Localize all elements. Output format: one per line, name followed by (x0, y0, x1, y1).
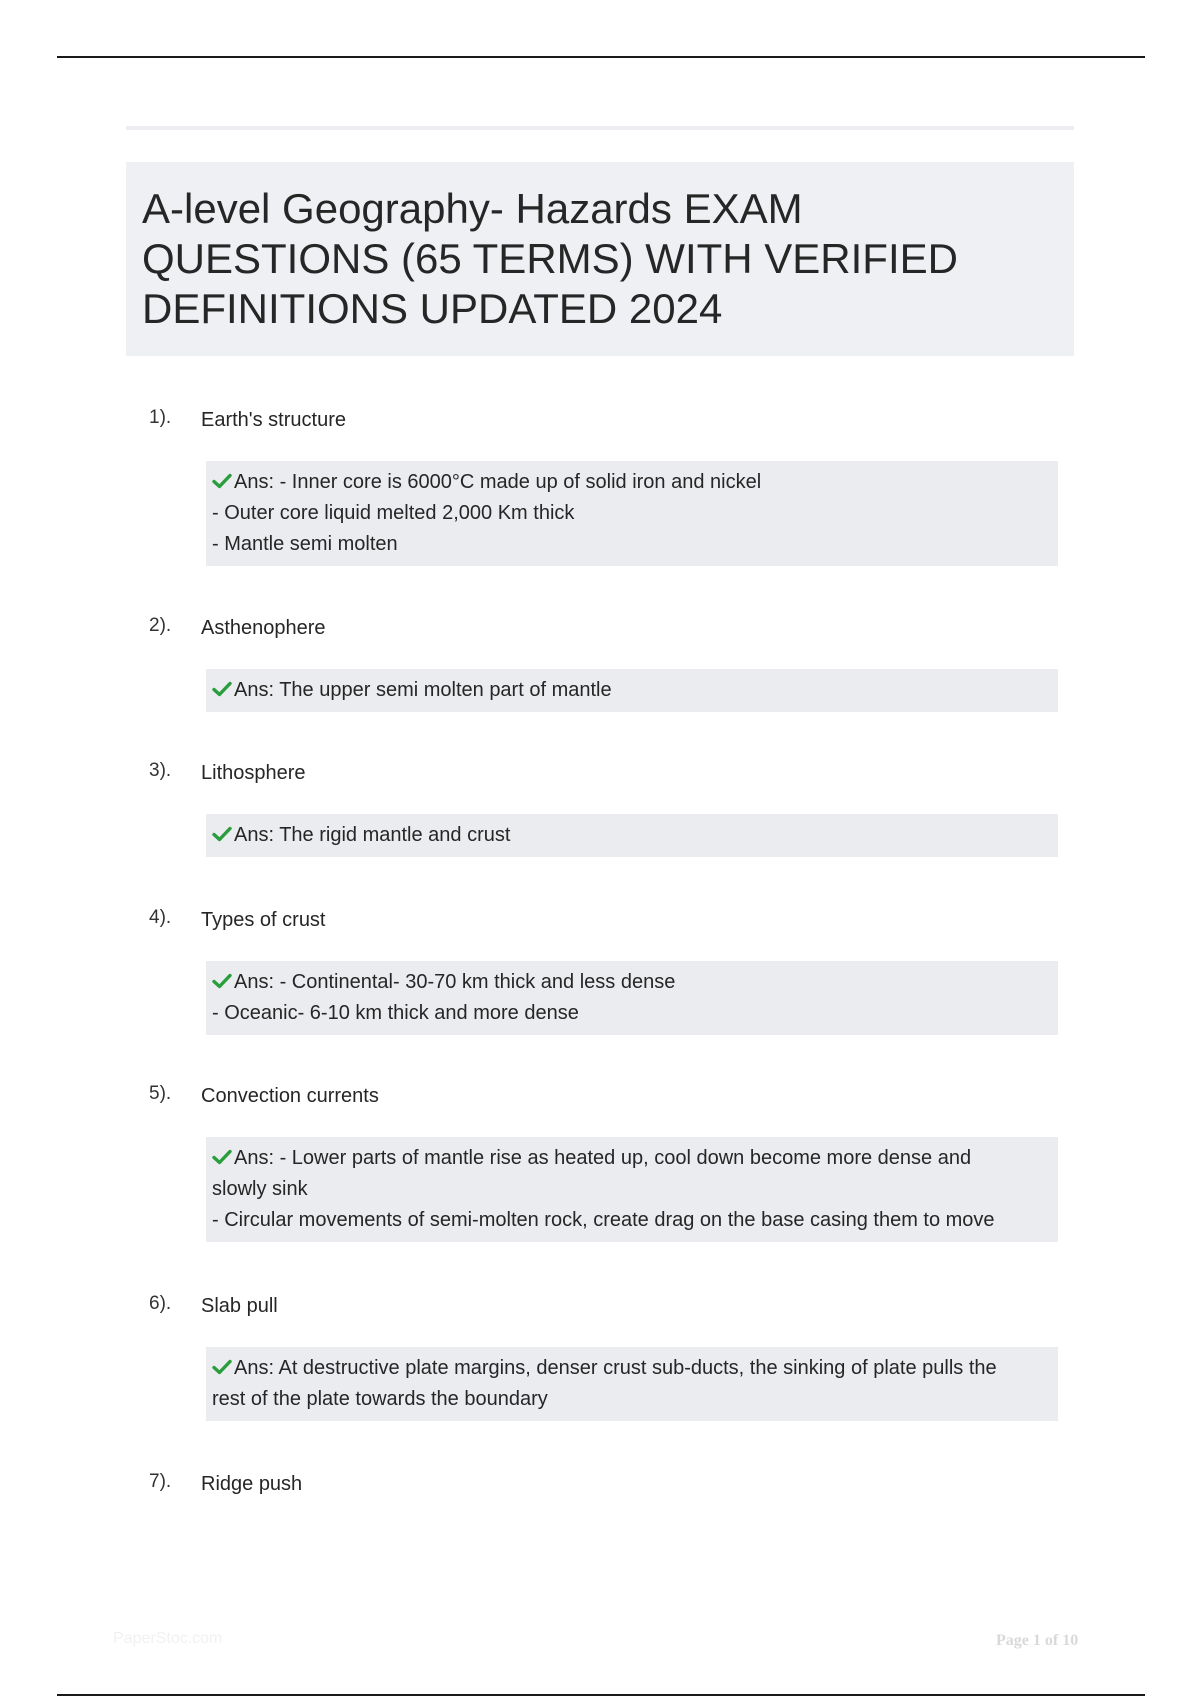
check-icon (212, 1149, 232, 1165)
header-divider (126, 126, 1074, 130)
answer-line: Ans: The rigid mantle and crust (234, 824, 511, 846)
question-number: 2). (149, 615, 172, 636)
answer-box (206, 1137, 1058, 1242)
question-term: Convection currents (201, 1085, 379, 1107)
question-term: Earth's structure (201, 409, 346, 431)
question-term: Slab pull (201, 1295, 278, 1317)
check-icon (212, 473, 232, 489)
question-number: 5). (149, 1083, 172, 1104)
question-term: Types of crust (201, 909, 326, 931)
top-rule (57, 56, 1145, 58)
check-icon (212, 681, 232, 697)
answer-line: Ans: At destructive plate margins, denser crust sub-ducts, the sinking of plate pulls the (234, 1357, 997, 1379)
check-icon (212, 973, 232, 989)
answer-line: rest of the plate towards the boundary (212, 1388, 548, 1410)
answer-line: - Oceanic- 6-10 km thick and more dense (212, 1002, 579, 1024)
answer-box (206, 961, 1058, 1035)
answer-line: - Circular movements of semi-molten rock, create drag on the base casing them to move (212, 1209, 995, 1231)
answer-line: - Mantle semi molten (212, 533, 398, 555)
answer-line: Ans: The upper semi molten part of mantle (234, 679, 612, 701)
title-box (126, 162, 1074, 356)
page-title: A-level Geography- Hazards EXAM QUESTIONS (65 TERMS) WITH VERIFIED DEFINITIONS UPDATED 2024 (142, 185, 958, 332)
question-number: 4). (149, 907, 172, 928)
question-term: Ridge push (201, 1473, 303, 1495)
page-number: Page 1 of 10 (996, 1632, 1079, 1649)
answer-box (206, 814, 1058, 857)
question-number: 7). (149, 1471, 172, 1492)
answer-box (206, 461, 1058, 566)
answer-line: Ans: - Lower parts of mantle rise as heated up, cool down become more dense and (234, 1147, 972, 1169)
answer-line: Ans: - Continental- 30-70 km thick and less dense (234, 971, 676, 993)
check-icon (212, 826, 232, 842)
answer-line: - Outer core liquid melted 2,000 Km thick (212, 502, 575, 524)
question-number: 6). (149, 1293, 172, 1314)
question-number: 1). (149, 407, 172, 428)
question-term: Asthenophere (201, 617, 326, 639)
answer-box (206, 1347, 1058, 1421)
answer-line: slowly sink (212, 1178, 308, 1200)
answer-box (206, 669, 1058, 712)
bottom-rule (57, 1694, 1145, 1696)
question-term: Lithosphere (201, 762, 306, 784)
answer-line: Ans: - Inner core is 6000°C made up of solid iron and nickel (234, 471, 762, 493)
check-icon (212, 1359, 232, 1375)
watermark-text: PaperStoc.com (113, 1630, 223, 1647)
question-number: 3). (149, 760, 172, 781)
